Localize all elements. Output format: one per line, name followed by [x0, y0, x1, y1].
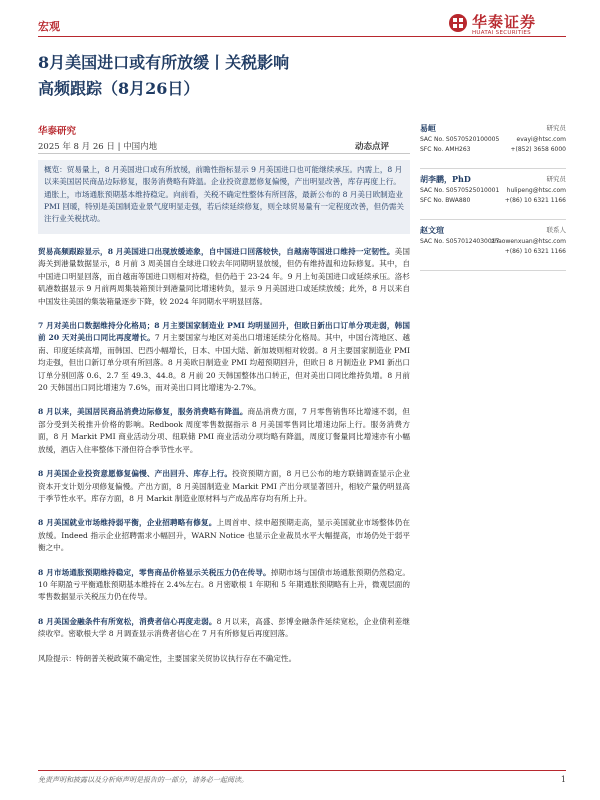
report-title-line1: 8月美国进口或有所放缓丨关税影响 — [38, 53, 290, 72]
paragraph-text: 8 月以来，高盛、彭博金融条件延续宽松，企业债利差继续收窄。密歇根大学 8 月调查显示消费者信心在 7 月有所修复后再度回落。 — [38, 616, 410, 639]
analyst-sfc: SFC No. BWA880 — [420, 197, 471, 204]
body-paragraph — [38, 616, 410, 641]
body-paragraph — [38, 517, 410, 554]
analyst-role: 研究员 — [546, 175, 566, 183]
report-body — [38, 246, 410, 665]
paragraph-text: 上周首申、续申超预期走高，显示美国就业市场整体仍在放缓。Indeed 指示企业招聘需求小幅回升，WARN Notice 也显示企业裁员水平大幅提高，市场仍处于弱平衡之中。 — [38, 518, 410, 553]
body-paragraph — [38, 567, 410, 604]
analyst-sfc: SFC No. AMH263 — [420, 146, 471, 153]
footer-divider — [38, 770, 566, 771]
page-number: 1 — [560, 775, 566, 784]
analyst-name: 易峘 — [420, 123, 436, 133]
analyst-name: 赵文瑄 — [420, 225, 444, 235]
paragraph-lead: 7 月对美出口数据维持分化格局；8 月主要国家制造业 PMI 均明显回升，但欧日新出口订单分项走弱，韩国前 20 天对美出口同比再度增长。 — [38, 321, 410, 343]
analyst-phone: +(86) 10 6321 1166 — [504, 248, 566, 255]
paragraph-text: 美国海关到港量数据显示，8 月前 3 周美国自全球进口较去年同期明显放缓，但仍有维持温和边际修复。其中，自中国进口明显回落，而自越南等国进口则相对持稳，但仍趋于 23-24 年。9 月上旬美国进口或延续承压。洛杉矶港数据显示 9 月前两周集装箱预计到港量同比增速转负，显示 9 月美国进口或延续放缓；此外，8 月以来自中国发往美国的集装箱量逐步下降，较 2024 年同期水平明显回落。 — [38, 247, 410, 306]
body-paragraph — [38, 320, 410, 394]
analyst-email[interactable]: zhaowenxuan@htsc.com — [491, 238, 566, 245]
analyst-panel — [420, 120, 566, 273]
analyst-sac: SAC No. S0570520100005 — [420, 136, 500, 143]
analyst-phone: +(86) 10 6321 1166 — [504, 197, 566, 204]
paragraph-lead: 8 月市场通胀预期维持稳定，零售商品价格显示关税压力仍在传导。 — [38, 567, 271, 577]
brand-name-cn: 华泰证券 — [472, 13, 537, 31]
analyst-sac: SAC No. S0570525010001 — [420, 187, 500, 194]
report-title-line2: 高频跟踪（8月26日） — [38, 79, 200, 98]
analyst-role: 研究员 — [546, 124, 566, 132]
body-paragraph — [38, 468, 410, 505]
analyst-phone: +(852) 3658 6000 — [510, 146, 566, 153]
analyst-name: 胡李鹏，PhD — [420, 174, 471, 184]
analyst-sac: SAC No. S0570124030017 — [420, 238, 500, 245]
paragraph-text: 掉期市场与国债市场通胀预期仍然稳定。10 年期盈亏平衡通胀预期基本维持在 2.4%左右。8 月密歇根 1 年期和 5 年期通胀预期略有上升，微观层面的零售数据显示关税压力仍在传导。 — [38, 567, 410, 602]
report-date-region: 2025 年 8 月 26 日 | 中国内地 — [38, 142, 158, 152]
brand-logo — [448, 10, 566, 40]
report-title — [38, 50, 458, 102]
footer-disclaimer: 免责声明和披露以及分析师声明是报告的一部分，请务必一起阅读。 — [38, 776, 248, 784]
meta-divider — [38, 153, 410, 154]
analyst-card — [420, 171, 566, 220]
analyst-email[interactable]: hulipeng@htsc.com — [506, 187, 566, 194]
paragraph-lead: 贸易高频跟踪显示，8 月美国进口出现放缓迹象，自中国进口回落较快，自越南等国进口维持一定韧性。 — [38, 247, 395, 256]
body-paragraph — [38, 246, 410, 308]
paragraph-lead: 8 月美国金融条件有所宽松，消费者信心再度走弱。 — [38, 616, 217, 626]
analyst-email[interactable]: evayi@htsc.com — [516, 136, 566, 143]
analyst-card — [420, 222, 566, 271]
paragraph-text: 商品消费方面，7 月零售销售环比增速不弱，但部分受到关税推升价格的影响。Redbook 周度零售数据指示 8 月美国零售同比增速边际上行。服务消费方面，8 月 Markit PMI 商业活动分项、纽联储 PMI 商业活动分项均略有降温，周度订餐量同比增速亦有小幅放缓，酒店入住率整体下滑但符合季节性水平。 — [38, 407, 410, 454]
risk-warning: 风险提示：特朗普关税政策不确定性，主要国家关贸协议执行存在不确定性。 — [38, 653, 297, 663]
body-paragraph — [38, 406, 410, 456]
paragraph-lead: 8 月美国就业市场维持弱平衡，企业招聘略有修复。 — [38, 518, 217, 528]
paragraph-lead: 8 月以来，美国居民商品消费边际修复，服务消费略有降温。 — [38, 407, 248, 417]
report-type: 动态点评 — [355, 142, 390, 152]
section-tag: 宏观 — [38, 20, 60, 33]
research-org: 华泰研究 — [38, 126, 77, 137]
brand-name-en: HUATAI SECURITIES — [472, 30, 531, 36]
analyst-role: 联系人 — [546, 226, 566, 234]
summary-box: 概览：贸易量上，8 月美国进口或有所放缓，前瞻性指标显示 9 月美国进口也可能继续承压。内需上，8 月以来美国居民商品边际修复，服务消费略有降温。企业投资意愿修复偏慢，产出明显改善，库存再度上行。通胀上，市场通胀预期基本维持稳定。向前看，关税不确定性整体有所回落，最新公布的 8 月美日欧制造业 PMI 回暖，特别是美国制造业景气度明显走强，若后续延续修复，则全球贸易量有一定程度改善，但仍需关注行业关税扰动。 — [38, 160, 410, 234]
paragraph-text: 7 月主要国家与地区对美出口增速延续分化格局。其中，中国台湾地区、越南、印度延续高增，而韩国、巴西小幅增长，日本、中国大陆、新加坡则相对较弱。8 月主要国家制造业 PMI 均走强，但出口新订单分项有所回落。8 月美欧日制造业 PMI 均超预期回升，但欧日 8 月制造业 PMI 新出口订单分别回落 0.6、2.7 至 49.3、44.8。8 月前 20 天韩国整体出口转正，但对美出口同比维持负增。8 月前 20 天韩国出口同比增速为 7.6%，而对美出口同比增速为-2.7%。 — [38, 333, 410, 393]
analyst-card — [420, 120, 566, 169]
paragraph-lead: 8 月美国企业投资意愿修复偏慢、产出回升、库存上行。 — [38, 469, 233, 479]
paragraph-text: 投资预期方面，8 月已公布的地方联储调查显示企业资本开支计划分项修复偏慢。产出方面，8 月美国制造业 Markit PMI 产出分项显著回升，相较产量仍明显高于季节性水平。库存方面，8 月 Markit 制造业原材料与产成品库存均有所上升。 — [38, 469, 410, 503]
brand-logo-icon — [448, 13, 468, 33]
